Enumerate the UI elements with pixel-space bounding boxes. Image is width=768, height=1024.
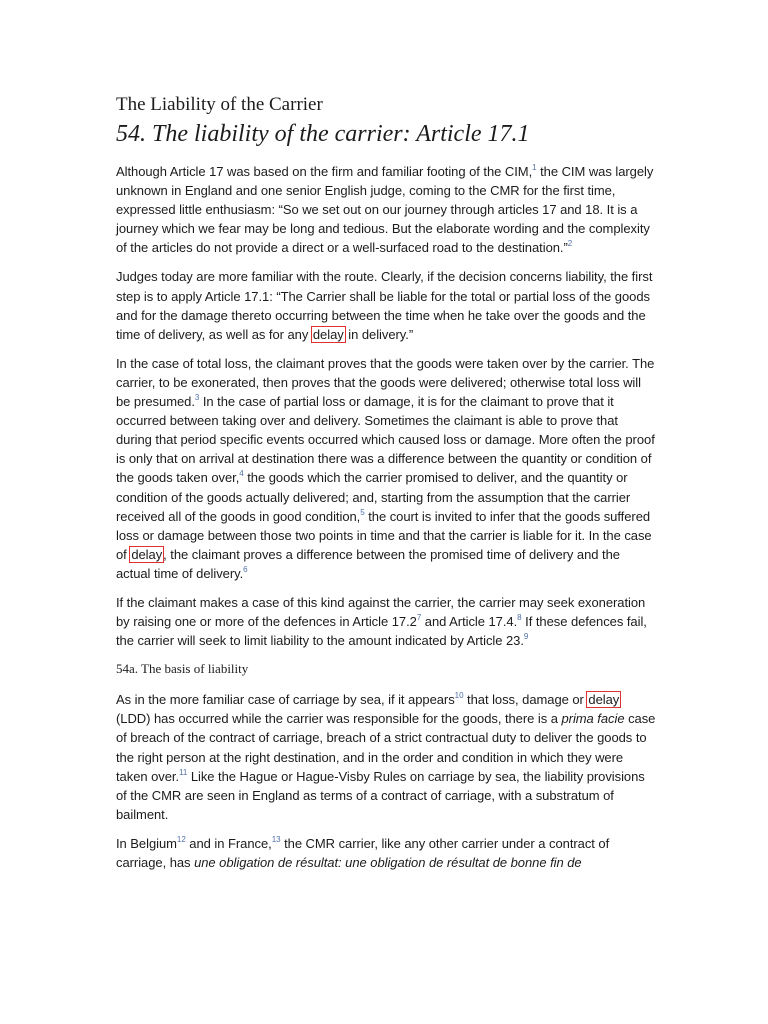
footnote-ref-3[interactable]: 3 bbox=[194, 393, 200, 403]
text-run: In the case of total loss, the claimant proves that the goods were taken over by the carrier. The carrier, to be exonerated, then proves that the goods were delivered; otherwise total loss will be presumed. bbox=[116, 355, 655, 410]
paragraph-5 bbox=[116, 690, 656, 824]
text-run: Like the Hague or Hague-Visby Rules on carriage by sea, the liability provisions of the CMR are seen in England as terms of a contract of carriage, with a substratum of bailment. bbox=[116, 768, 645, 822]
footnote-ref-13[interactable]: 13 bbox=[271, 834, 281, 844]
highlighted-term-delay[interactable]: delay bbox=[131, 546, 163, 562]
text-run: the CIM was largely unknown in England and one senior English judge, coming to the CMR for the first time, expressed little enthusiasm: “So we set out on our journey through articles 17 and 18. It is a journey which we fear may be long and tedious. But the elaborate wording and the complexity of the articles do not provide a direct or a well-surfaced road to the destination.” bbox=[116, 164, 654, 256]
text-run: (LDD) has occurred while the carrier was responsible for the goods, there is a bbox=[116, 711, 562, 727]
highlighted-term-delay[interactable]: delay bbox=[588, 692, 620, 708]
text-run: Although Article 17 was based on the firm and familiar footing of the CIM, bbox=[116, 164, 533, 179]
text-run: that loss, damage or bbox=[463, 692, 588, 708]
text-run: In the case of partial loss or damage, it is for the claimant to prove that it occurred between taking over and delivery. Sometimes the claimant is able to prove that during that period specific events occurred which caused loss or damage. More often the proof is only that on arrival at destination there was a difference between the quantity or condition of the goods taken over, bbox=[116, 394, 655, 486]
paragraph-1 bbox=[116, 162, 656, 257]
footnote-ref-4[interactable]: 4 bbox=[239, 469, 244, 479]
text-run: the court is invited to infer that the goods suffered loss or damage between those two points in time and that the carrier is liable for it. In the case of bbox=[116, 508, 652, 562]
subsection-heading: 54a. The basis of liability bbox=[116, 661, 249, 677]
paragraph-6 bbox=[116, 834, 656, 872]
highlighted-term-delay[interactable]: delay bbox=[312, 326, 344, 342]
footnote-ref-1[interactable]: 1 bbox=[532, 163, 537, 172]
text-run: and in France, bbox=[185, 835, 272, 851]
chapter-heading: The Liability of the Carrier bbox=[116, 94, 323, 115]
text-run: As in the more familiar case of carriage by sea, if it appears bbox=[116, 692, 455, 708]
text-run: case of breach of the contract of carriage, breach of a strict contractual duty to deliver the goods to the right person at the right destination, and in the order and condition in which they were taken over. bbox=[116, 711, 656, 784]
footnote-ref-6[interactable]: 6 bbox=[243, 564, 248, 574]
footnote-ref-10[interactable]: 10 bbox=[454, 691, 464, 701]
paragraph-3 bbox=[116, 354, 656, 583]
footnote-ref-2[interactable]: 2 bbox=[567, 239, 573, 249]
footnote-ref-11[interactable]: 11 bbox=[179, 767, 188, 777]
italic-term: prima facie bbox=[561, 711, 625, 727]
section-heading: 54. The liability of the carrier: Article 17.1 bbox=[116, 121, 530, 147]
footnote-ref-9[interactable]: 9 bbox=[523, 632, 529, 642]
text-run: and Article 17.4. bbox=[421, 614, 518, 630]
text-run: If these defences fail, the carrier will seek to limit liability to the amount indicated by Article 23. bbox=[116, 614, 647, 649]
text-run: In Belgium bbox=[116, 835, 177, 851]
paragraph-4 bbox=[116, 593, 656, 650]
text-run: If the claimant makes a case of this kind against the carrier, the carrier may seek exoneration by raising one or more of the defences in Article 17.2 bbox=[116, 594, 646, 630]
document-page bbox=[116, 92, 656, 882]
text-run: the CMR carrier, like any other carrier under a contract of carriage, has bbox=[116, 835, 610, 870]
text-run: in delivery.” bbox=[344, 326, 414, 342]
text-run: the goods which the carrier promised to deliver, and the quantity or condition of the goods actually delivered; and, starting from the assumption that the carrier received all of the goods in good condition, bbox=[116, 470, 631, 524]
footnote-ref-12[interactable]: 12 bbox=[176, 834, 186, 844]
italic-term: une obligation de résultat: une obligation de résultat de bonne fin de bbox=[194, 855, 582, 870]
footnote-ref-8[interactable]: 8 bbox=[517, 613, 522, 623]
text-run: , the claimant proves a difference between the promised time of delivery and the actual time of delivery. bbox=[116, 546, 620, 581]
text-run: Judges today are more familiar with the route. Clearly, if the decision concerns liability, the first step is to apply Article 17.1: “The Carrier shall be liable for the total or partial loss of the goods and for the damage thereto occurring between the time when he take over the goods and the time of delivery, as well as for any bbox=[116, 269, 653, 342]
footnote-ref-5[interactable]: 5 bbox=[360, 507, 365, 517]
footnote-ref-7[interactable]: 7 bbox=[416, 613, 422, 623]
paragraph-2 bbox=[116, 267, 656, 343]
